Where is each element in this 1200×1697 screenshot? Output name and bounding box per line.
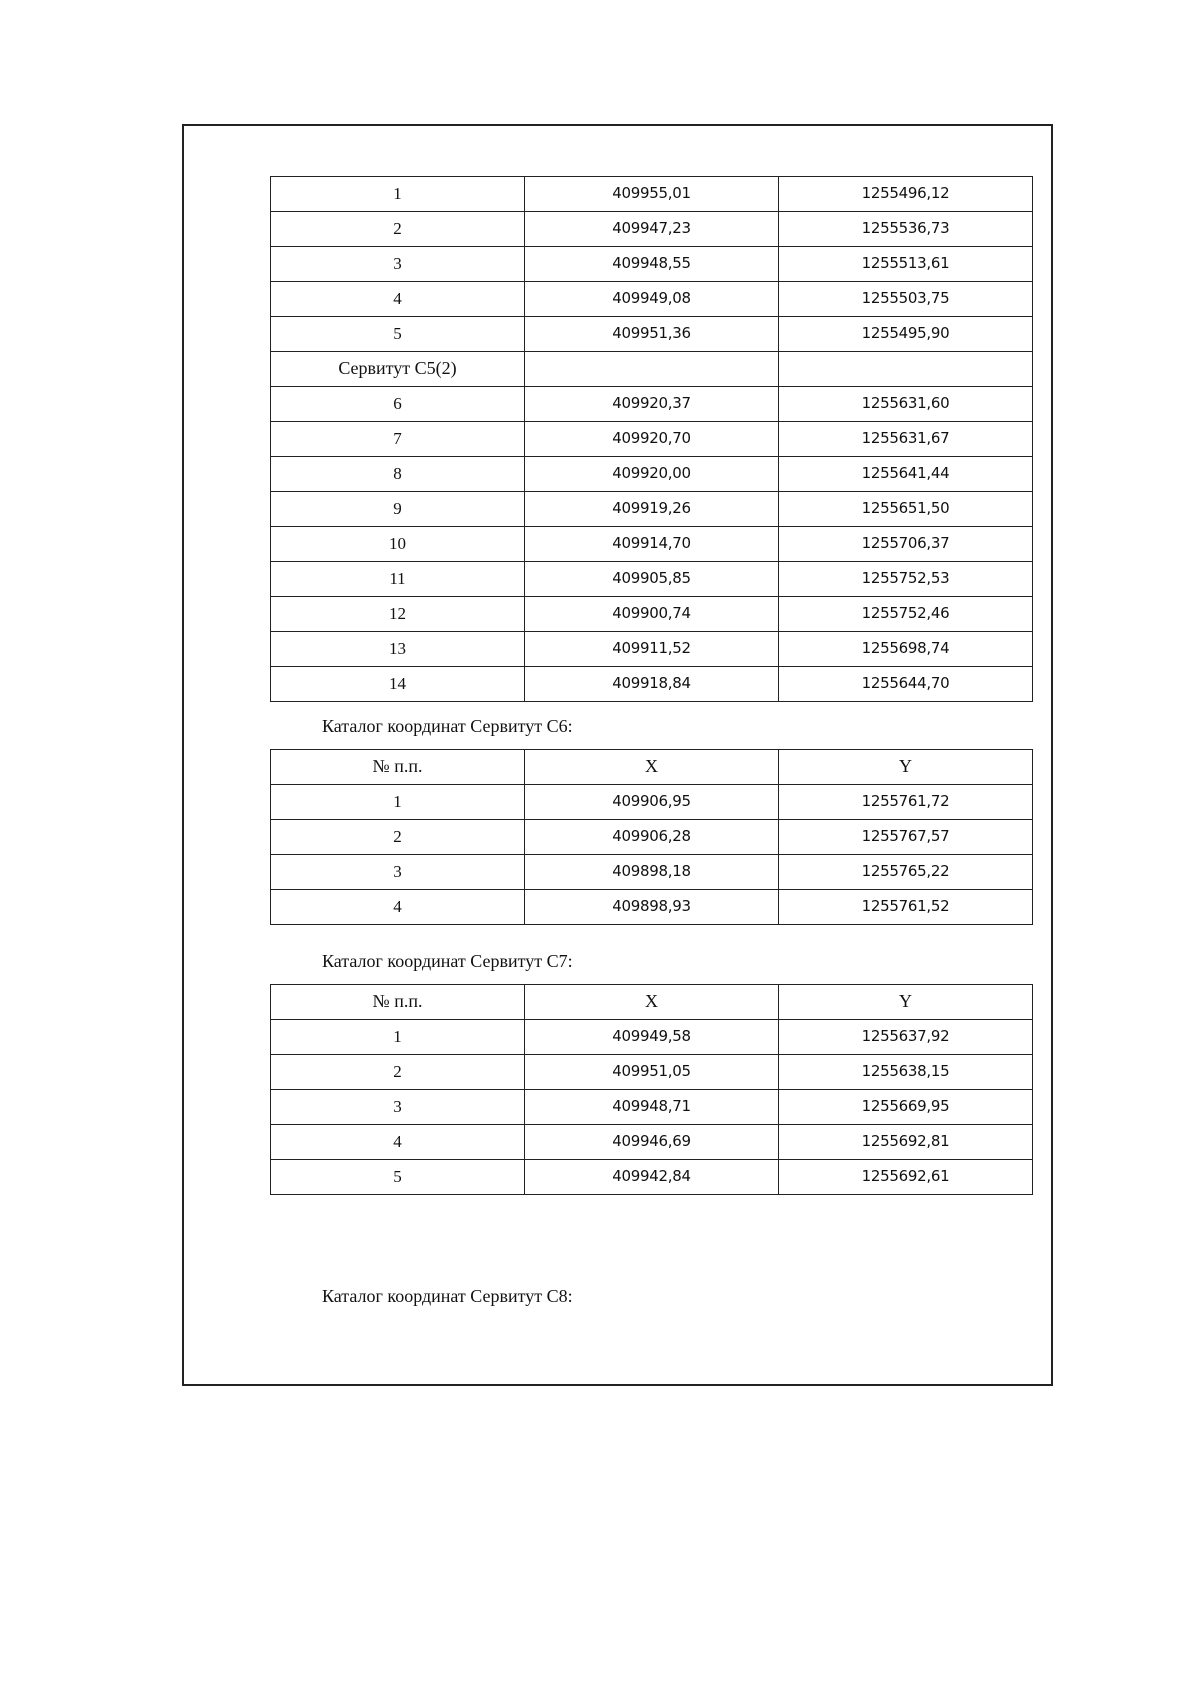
table-row xyxy=(271,177,1033,212)
point-number-cell: 13 xyxy=(271,632,525,667)
x-coordinate-cell: 409947,23 xyxy=(525,212,779,247)
header-cell-number: № п.п. xyxy=(271,750,525,785)
y-coordinate-cell: 1255513,61 xyxy=(779,247,1033,282)
point-number-cell: 5 xyxy=(271,1160,525,1195)
point-number-cell: 10 xyxy=(271,527,525,562)
header-cell-x: X xyxy=(525,750,779,785)
table-row xyxy=(271,317,1033,352)
x-coordinate-cell: 409906,28 xyxy=(525,820,779,855)
y-coordinate-cell: 1255761,72 xyxy=(779,785,1033,820)
table-row xyxy=(271,457,1033,492)
table-row xyxy=(271,1090,1033,1125)
header-cell-number: № п.п. xyxy=(271,985,525,1020)
table-row xyxy=(271,247,1033,282)
point-number-cell: 9 xyxy=(271,492,525,527)
y-coordinate-cell: 1255767,57 xyxy=(779,820,1033,855)
y-coordinate-cell: 1255765,22 xyxy=(779,855,1033,890)
table-row xyxy=(271,855,1033,890)
x-coordinate-cell: 409900,74 xyxy=(525,597,779,632)
y-coordinate-cell: 1255692,61 xyxy=(779,1160,1033,1195)
coordinates-table-c7 xyxy=(270,984,1033,1195)
y-coordinate-cell: 1255669,95 xyxy=(779,1090,1033,1125)
y-coordinate-cell: 1255536,73 xyxy=(779,212,1033,247)
y-coordinate-cell: 1255651,50 xyxy=(779,492,1033,527)
coordinates-table-c6 xyxy=(270,749,1033,925)
x-coordinate-cell: 409898,93 xyxy=(525,890,779,925)
table-row xyxy=(271,1055,1033,1090)
table-row xyxy=(271,387,1033,422)
point-number-cell: 2 xyxy=(271,212,525,247)
x-coordinate-cell: 409948,71 xyxy=(525,1090,779,1125)
x-coordinate-cell: 409949,08 xyxy=(525,282,779,317)
y-coordinate-cell: 1255503,75 xyxy=(779,282,1033,317)
point-number-cell: 2 xyxy=(271,1055,525,1090)
catalog-c7-caption: Каталог координат Сервитут С7: xyxy=(322,951,573,971)
x-coordinate-cell: 409919,26 xyxy=(525,492,779,527)
table-header-row xyxy=(271,985,1033,1020)
point-number-cell: 3 xyxy=(271,855,525,890)
section-label-row xyxy=(271,352,1033,387)
x-coordinate-cell: 409920,00 xyxy=(525,457,779,492)
point-number-cell: 4 xyxy=(271,282,525,317)
point-number-cell: 3 xyxy=(271,247,525,282)
y-coordinate-cell: 1255698,74 xyxy=(779,632,1033,667)
x-coordinate-cell: 409942,84 xyxy=(525,1160,779,1195)
catalog-c6-caption: Каталог координат Сервитут С6: xyxy=(322,716,573,736)
point-number-cell: 14 xyxy=(271,667,525,702)
x-coordinate-cell: 409955,01 xyxy=(525,177,779,212)
x-coordinate-cell: 409951,05 xyxy=(525,1055,779,1090)
table-row xyxy=(271,422,1033,457)
x-coordinate-cell: 409920,70 xyxy=(525,422,779,457)
table-row xyxy=(271,492,1033,527)
table-row xyxy=(271,1160,1033,1195)
y-coordinate-cell: 1255638,15 xyxy=(779,1055,1033,1090)
point-number-cell: 1 xyxy=(271,177,525,212)
x-coordinate-cell: 409898,18 xyxy=(525,855,779,890)
y-coordinate-cell: 1255495,90 xyxy=(779,317,1033,352)
catalog-c8-caption: Каталог координат Сервитут С8: xyxy=(322,1286,573,1306)
y-coordinate-cell: 1255752,53 xyxy=(779,562,1033,597)
point-number-cell: 2 xyxy=(271,820,525,855)
header-cell-x: X xyxy=(525,985,779,1020)
x-coordinate-cell: 409948,55 xyxy=(525,247,779,282)
table-row xyxy=(271,1125,1033,1160)
point-number-cell: 11 xyxy=(271,562,525,597)
point-number-cell: 7 xyxy=(271,422,525,457)
point-number-cell: 6 xyxy=(271,387,525,422)
coordinates-table-c5 xyxy=(270,176,1033,702)
point-number-cell: 4 xyxy=(271,890,525,925)
table-row xyxy=(271,562,1033,597)
point-number-cell: 3 xyxy=(271,1090,525,1125)
header-cell-y: Y xyxy=(779,985,1033,1020)
table-row xyxy=(271,1020,1033,1055)
y-coordinate-cell: 1255641,44 xyxy=(779,457,1033,492)
x-coordinate-cell: 409911,52 xyxy=(525,632,779,667)
y-coordinate-cell: 1255496,12 xyxy=(779,177,1033,212)
y-coordinate-cell: 1255637,92 xyxy=(779,1020,1033,1055)
y-coordinate-cell: 1255692,81 xyxy=(779,1125,1033,1160)
point-number-cell: 1 xyxy=(271,1020,525,1055)
table-row xyxy=(271,212,1033,247)
table-row xyxy=(271,667,1033,702)
section-label-cell: Сервитут С5(2) xyxy=(271,352,525,387)
y-coordinate-cell: 1255706,37 xyxy=(779,527,1033,562)
y-coordinate-cell: 1255644,70 xyxy=(779,667,1033,702)
table-row xyxy=(271,527,1033,562)
table-row xyxy=(271,785,1033,820)
header-cell-y: Y xyxy=(779,750,1033,785)
y-coordinate-cell: 1255631,60 xyxy=(779,387,1033,422)
table-row xyxy=(271,597,1033,632)
x-coordinate-cell: 409905,85 xyxy=(525,562,779,597)
point-number-cell: 8 xyxy=(271,457,525,492)
empty-cell xyxy=(779,352,1033,387)
y-coordinate-cell: 1255752,46 xyxy=(779,597,1033,632)
x-coordinate-cell: 409920,37 xyxy=(525,387,779,422)
x-coordinate-cell: 409918,84 xyxy=(525,667,779,702)
point-number-cell: 5 xyxy=(271,317,525,352)
point-number-cell: 4 xyxy=(271,1125,525,1160)
x-coordinate-cell: 409946,69 xyxy=(525,1125,779,1160)
empty-cell xyxy=(525,352,779,387)
y-coordinate-cell: 1255761,52 xyxy=(779,890,1033,925)
table-row xyxy=(271,820,1033,855)
y-coordinate-cell: 1255631,67 xyxy=(779,422,1033,457)
x-coordinate-cell: 409914,70 xyxy=(525,527,779,562)
x-coordinate-cell: 409949,58 xyxy=(525,1020,779,1055)
table-row xyxy=(271,282,1033,317)
x-coordinate-cell: 409906,95 xyxy=(525,785,779,820)
x-coordinate-cell: 409951,36 xyxy=(525,317,779,352)
point-number-cell: 1 xyxy=(271,785,525,820)
table-row xyxy=(271,632,1033,667)
table-row xyxy=(271,890,1033,925)
table-header-row xyxy=(271,750,1033,785)
point-number-cell: 12 xyxy=(271,597,525,632)
